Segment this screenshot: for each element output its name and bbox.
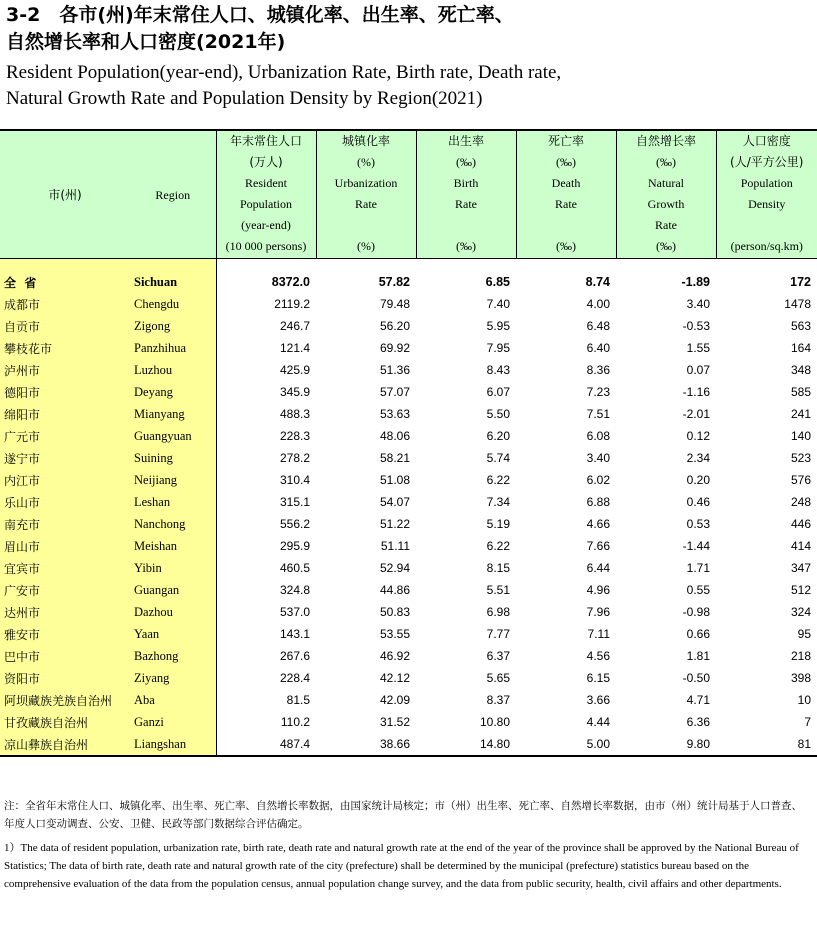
cell-urbanization: 54.07	[379, 495, 410, 509]
header-death-2: Death	[551, 176, 581, 190]
header-density-5: (person/sq.km)	[730, 239, 803, 253]
cell-density: 523	[790, 451, 811, 465]
cell-birth-rate: 7.77	[486, 627, 510, 641]
cell-death-rate: 7.96	[586, 605, 610, 619]
cell-death-rate: 6.15	[586, 671, 610, 685]
cell-population: 460.5	[216, 557, 316, 579]
table-row	[0, 359, 817, 381]
region-en: Mianyang	[130, 403, 216, 425]
cell-density: 95	[797, 627, 811, 641]
region-cn: 达州市	[0, 601, 130, 623]
region-en: Ziyang	[130, 667, 216, 689]
region-en: Dazhou	[130, 601, 216, 623]
cell-urbanization: 31.52	[379, 715, 410, 729]
cell-density: 324	[790, 605, 811, 619]
region-cn: 资阳市	[0, 667, 130, 689]
header-density-1: (人/平方公里)	[730, 155, 804, 169]
cell-birth-rate: 5.65	[486, 671, 510, 685]
cell-urbanization: 44.86	[379, 583, 410, 597]
header-death-rate	[516, 130, 616, 259]
header-birth-5: (‰)	[456, 239, 476, 253]
cell-death-rate: 6.02	[586, 473, 610, 487]
cell-density: 576	[790, 473, 811, 487]
header-urbanization	[316, 130, 416, 259]
cell-density: 512	[790, 583, 811, 597]
cell-population: 8372.0	[216, 271, 316, 293]
cell-death-rate: 6.88	[586, 495, 610, 509]
header-pop-3: Population	[239, 197, 292, 211]
header-death-0: 死亡率	[547, 134, 584, 148]
table-row	[0, 469, 817, 491]
cell-population: 246.7	[216, 315, 316, 337]
cell-birth-rate: 7.40	[486, 297, 510, 311]
cell-natural-growth: 0.12	[686, 429, 710, 443]
region-cn: 巴中市	[0, 645, 130, 667]
table-row	[0, 403, 817, 425]
cell-population: 228.3	[216, 425, 316, 447]
cell-urbanization: 58.21	[379, 451, 410, 465]
cell-natural-growth: 0.66	[686, 627, 710, 641]
title-en-line1: Resident Population(year-end), Urbanization Rate, Birth rate, Death rate,	[6, 62, 562, 83]
cell-natural-growth: 9.80	[616, 733, 716, 756]
cell-birth-rate: 6.07	[486, 385, 510, 399]
table-row	[0, 623, 817, 645]
table-row	[0, 645, 817, 667]
cell-birth-rate: 6.22	[486, 473, 510, 487]
region-en: Yibin	[130, 557, 216, 579]
region-cn: 南充市	[0, 513, 130, 535]
header-death-5: (‰)	[556, 239, 576, 253]
region-en: Chengdu	[130, 293, 216, 315]
header-birth-0: 出生率	[447, 134, 484, 148]
cell-death-rate: 4.00	[586, 297, 610, 311]
cell-natural-growth: 4.71	[686, 693, 710, 707]
cell-population: 345.9	[216, 381, 316, 403]
region-en: Bazhong	[130, 645, 216, 667]
header-urban-1: (%)	[357, 155, 375, 169]
table-row	[0, 337, 817, 359]
table-row	[0, 447, 817, 469]
region-cn: 内江市	[0, 469, 130, 491]
region-en: Sichuan	[130, 271, 216, 293]
table-row	[0, 491, 817, 513]
cell-density: 172	[790, 275, 811, 289]
header-population-density	[716, 130, 817, 259]
region-cn: 德阳市	[0, 381, 130, 403]
cell-natural-growth: 1.55	[686, 341, 710, 355]
region-cn: 甘孜藏族自治州	[0, 711, 130, 733]
header-density-0: 人口密度	[742, 134, 791, 148]
cell-natural-growth: -0.50	[682, 671, 710, 685]
header-birth-rate	[416, 130, 516, 259]
header-growth-3: Growth	[647, 197, 685, 211]
cell-birth-rate: 5.19	[486, 517, 510, 531]
table-row	[0, 579, 817, 601]
region-cn: 眉山市	[0, 535, 130, 557]
cell-birth-rate: 6.22	[486, 539, 510, 553]
header-birth-3: Rate	[455, 197, 477, 211]
table-row	[0, 535, 817, 557]
cell-urbanization: 50.83	[379, 605, 410, 619]
cell-birth-rate: 5.74	[486, 451, 510, 465]
header-urban-3: Rate	[355, 197, 377, 211]
cell-population: 295.9	[216, 535, 316, 557]
cell-natural-growth: 6.36	[686, 715, 710, 729]
cell-death-rate: 4.44	[586, 715, 610, 729]
note-cn: 注：全省年末常住人口、城镇化率、出生率、死亡率、自然增长率数据，由国家统计局核定；市（州）出生率、死亡率、自然增长率数据，由市（州）统计局基于人口普查、年度人口变动调查、公安、卫健、民政等部门数据综合评估确定。	[4, 800, 802, 830]
cell-natural-growth: 0.55	[686, 583, 710, 597]
header-birth-4	[417, 215, 516, 236]
region-cn: 阿坝藏族羌族自治州	[0, 689, 130, 711]
header-density-3: Density	[748, 197, 786, 211]
header-density-2: Population	[740, 176, 793, 190]
cell-natural-growth: 2.34	[686, 451, 710, 465]
cell-birth-rate: 10.80	[479, 715, 510, 729]
cell-death-rate: 6.48	[586, 319, 610, 333]
cell-population: 267.6	[216, 645, 316, 667]
table-row	[0, 667, 817, 689]
table-header	[0, 130, 817, 259]
cell-population: 278.2	[216, 447, 316, 469]
table-row	[0, 733, 817, 756]
region-en: Meishan	[130, 535, 216, 557]
cell-population: 81.5	[216, 689, 316, 711]
table-row	[0, 601, 817, 623]
header-growth-4: Rate	[655, 218, 677, 232]
cell-density: 81	[716, 733, 817, 756]
region-cn: 雅安市	[0, 623, 130, 645]
cell-death-rate: 3.40	[586, 451, 610, 465]
cell-urbanization: 79.48	[379, 297, 410, 311]
cell-birth-rate: 8.43	[486, 363, 510, 377]
header-urban-5: (%)	[357, 239, 375, 253]
header-pop-5: (10 000 persons)	[225, 239, 307, 253]
table-row	[0, 315, 817, 337]
header-region-cn: 市(州)	[0, 130, 130, 259]
header-death-4	[517, 215, 616, 236]
region-en: Neijiang	[130, 469, 216, 491]
cell-natural-growth: -1.89	[681, 275, 710, 289]
cell-urbanization: 42.12	[379, 671, 410, 685]
cell-urbanization: 52.94	[379, 561, 410, 575]
cell-birth-rate: 6.85	[485, 275, 510, 289]
cell-population: 487.4	[216, 733, 316, 756]
region-en: Aba	[130, 689, 216, 711]
cell-urbanization: 56.20	[379, 319, 410, 333]
table-row	[0, 513, 817, 535]
header-pop-1: (万人)	[249, 155, 283, 169]
header-growth-2: Natural	[648, 176, 684, 190]
region-cn: 乐山市	[0, 491, 130, 513]
cell-urbanization: 53.63	[379, 407, 410, 421]
region-cn: 宜宾市	[0, 557, 130, 579]
cell-urbanization: 57.07	[379, 385, 410, 399]
cell-urbanization: 38.66	[316, 733, 416, 756]
table-notes	[4, 797, 812, 893]
header-birth-1: (‰)	[456, 155, 476, 169]
region-cn: 遂宁市	[0, 447, 130, 469]
region-en: Panzhihua	[130, 337, 216, 359]
header-death-3: Rate	[555, 197, 577, 211]
table-row	[0, 711, 817, 733]
header-death-1: (‰)	[556, 155, 576, 169]
cell-natural-growth: -0.98	[682, 605, 710, 619]
cell-density: 164	[790, 341, 811, 355]
cell-density: 10	[797, 693, 811, 707]
region-en: Zigong	[130, 315, 216, 337]
cell-population: 228.4	[216, 667, 316, 689]
cell-natural-growth: 0.53	[686, 517, 710, 531]
cell-urbanization: 51.11	[380, 539, 410, 553]
cell-natural-growth: 1.71	[686, 561, 710, 575]
header-urban-2: Urbanization	[334, 176, 398, 190]
region-cn: 凉山彝族自治州	[0, 733, 130, 756]
cell-urbanization: 48.06	[379, 429, 410, 443]
region-en: Liangshan	[130, 733, 216, 756]
cell-population: 488.3	[216, 403, 316, 425]
cell-death-rate: 7.51	[586, 407, 610, 421]
cell-birth-rate: 8.15	[486, 561, 510, 575]
title-en-line2: Natural Growth Rate and Population Density by Region(2021)	[6, 88, 483, 109]
cell-population: 310.4	[216, 469, 316, 491]
table-row-total	[0, 271, 817, 293]
region-en: Deyang	[130, 381, 216, 403]
cell-urbanization: 46.92	[379, 649, 410, 663]
cell-population: 556.2	[216, 513, 316, 535]
population-table	[0, 129, 817, 757]
region-cn: 广安市	[0, 579, 130, 601]
cell-death-rate: 3.66	[586, 693, 610, 707]
region-en: Guangan	[130, 579, 216, 601]
cell-death-rate: 5.00	[516, 733, 616, 756]
header-natural-growth	[616, 130, 716, 259]
cell-density: 140	[790, 429, 811, 443]
cell-death-rate: 4.56	[586, 649, 610, 663]
header-birth-2: Birth	[453, 176, 479, 190]
cell-birth-rate: 7.34	[486, 495, 510, 509]
header-growth-5: (‰)	[656, 239, 676, 253]
table-row	[0, 381, 817, 403]
cell-density: 7	[804, 715, 811, 729]
cell-density: 563	[790, 319, 811, 333]
header-urban-4	[317, 215, 416, 236]
cell-natural-growth: -1.16	[682, 385, 710, 399]
cell-birth-rate: 6.37	[486, 649, 510, 663]
cell-death-rate: 6.40	[586, 341, 610, 355]
cell-population: 537.0	[216, 601, 316, 623]
cell-density: 446	[790, 517, 811, 531]
header-growth-0: 自然增长率	[635, 134, 696, 148]
header-urban-0: 城镇化率	[341, 134, 390, 148]
table-row	[0, 425, 817, 447]
cell-natural-growth: 3.40	[686, 297, 710, 311]
cell-death-rate: 6.44	[586, 561, 610, 575]
region-cn: 攀枝花市	[0, 337, 130, 359]
cell-natural-growth: -2.01	[682, 407, 710, 421]
cell-birth-rate: 5.51	[486, 583, 510, 597]
header-region-en: Region	[130, 130, 216, 259]
cell-birth-rate: 6.98	[486, 605, 510, 619]
cell-death-rate: 7.11	[587, 627, 610, 641]
cell-birth-rate: 14.80	[416, 733, 516, 756]
cell-population: 315.1	[216, 491, 316, 513]
table-row	[0, 689, 817, 711]
cell-birth-rate: 7.95	[486, 341, 510, 355]
table-title-en	[6, 60, 561, 112]
title-cn-line2: 自然增长率和人口密度(2021年)	[6, 31, 286, 53]
region-en: Suining	[130, 447, 216, 469]
cell-urbanization: 57.82	[378, 275, 410, 289]
cell-natural-growth: 1.81	[686, 649, 710, 663]
cell-death-rate: 7.66	[586, 539, 610, 553]
header-population	[216, 130, 316, 259]
cell-population: 425.9	[216, 359, 316, 381]
cell-density: 398	[790, 671, 811, 685]
region-en: Yaan	[130, 623, 216, 645]
cell-death-rate: 8.36	[586, 363, 610, 377]
table-row	[0, 293, 817, 315]
region-cn: 自贡市	[0, 315, 130, 337]
region-en: Ganzi	[130, 711, 216, 733]
region-cn: 广元市	[0, 425, 130, 447]
cell-death-rate: 8.74	[585, 275, 610, 289]
header-pop-0: 年末常住人口	[229, 134, 302, 148]
cell-death-rate: 4.96	[586, 583, 610, 597]
cell-death-rate: 4.66	[586, 517, 610, 531]
header-density-4	[717, 215, 817, 236]
cell-urbanization: 42.09	[379, 693, 410, 707]
cell-birth-rate: 6.20	[486, 429, 510, 443]
cell-birth-rate: 8.37	[486, 693, 510, 707]
cell-death-rate: 7.23	[586, 385, 610, 399]
cell-density: 348	[790, 363, 811, 377]
cell-density: 1478	[784, 297, 811, 311]
header-growth-1: (‰)	[656, 155, 676, 169]
cell-density: 414	[790, 539, 811, 553]
region-en: Leshan	[130, 491, 216, 513]
cell-density: 248	[790, 495, 811, 509]
region-cn: 全 省	[0, 271, 130, 293]
spacer-row	[0, 259, 817, 272]
cell-urbanization: 51.22	[379, 517, 410, 531]
cell-population: 121.4	[216, 337, 316, 359]
header-pop-2: Resident	[245, 176, 287, 190]
region-cn: 泸州市	[0, 359, 130, 381]
region-cn: 绵阳市	[0, 403, 130, 425]
cell-natural-growth: -1.44	[682, 539, 710, 553]
title-cn-line1: 3-2 各市(州)年末常住人口、城镇化率、出生率、死亡率、	[6, 4, 514, 26]
header-pop-4: (year-end)	[241, 218, 291, 232]
cell-urbanization: 69.92	[379, 341, 410, 355]
region-en: Luzhou	[130, 359, 216, 381]
cell-urbanization: 53.55	[379, 627, 410, 641]
table-title-cn	[6, 2, 514, 56]
cell-population: 143.1	[216, 623, 316, 645]
cell-birth-rate: 5.95	[486, 319, 510, 333]
cell-density: 585	[790, 385, 811, 399]
cell-population: 110.2	[216, 711, 316, 733]
region-en: Guangyuan	[130, 425, 216, 447]
cell-natural-growth: 0.07	[686, 363, 710, 377]
cell-urbanization: 51.08	[379, 473, 410, 487]
table-body	[0, 259, 817, 757]
cell-density: 218	[790, 649, 811, 663]
cell-density: 347	[790, 561, 811, 575]
cell-urbanization: 51.36	[379, 363, 410, 377]
cell-natural-growth: 0.46	[686, 495, 710, 509]
cell-natural-growth: 0.20	[686, 473, 710, 487]
cell-population: 2119.2	[216, 293, 316, 315]
cell-birth-rate: 5.50	[486, 407, 510, 421]
cell-density: 241	[790, 407, 811, 421]
note-en: 1）The data of resident population, urbanization rate, birth rate, death rate and natural growth rate at the end of the year of the province shall be approved by the National Bureau of Statistics; The data of birth rate, death rate and natural growth rate of the city (prefecture) shall be determined by the municipal (prefecture) statistics bureau based on the comprehensive evaluation of the data from the population census, annual population change survey, and the data from public security, health, civil affairs and other departments.	[4, 842, 799, 890]
cell-natural-growth: -0.53	[682, 319, 710, 333]
cell-death-rate: 6.08	[586, 429, 610, 443]
region-cn: 成都市	[0, 293, 130, 315]
region-en: Nanchong	[130, 513, 216, 535]
cell-population: 324.8	[216, 579, 316, 601]
table-row	[0, 557, 817, 579]
